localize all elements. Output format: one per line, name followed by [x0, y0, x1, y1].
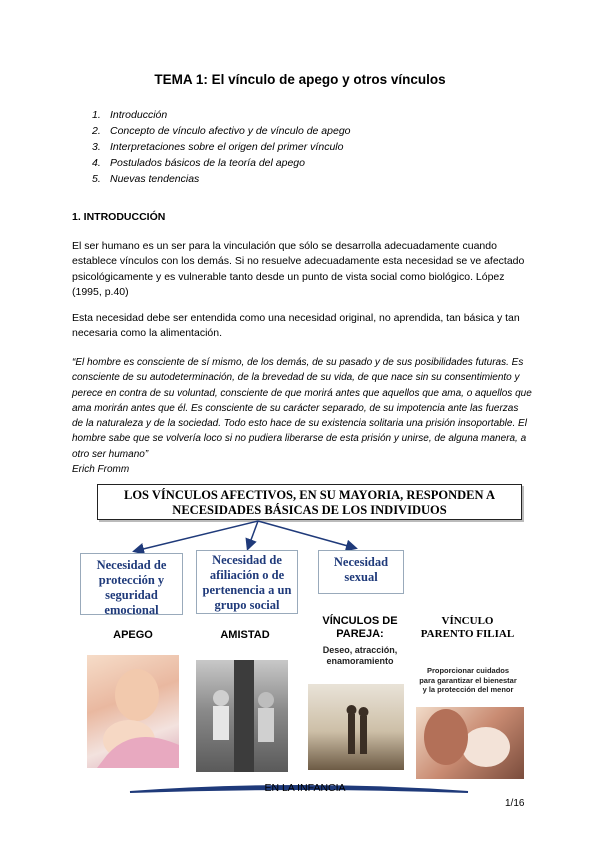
section-heading: 1. INTRODUCCIÓN — [72, 211, 166, 223]
paragraph-need: Esta necesidad debe ser entendida como una necesidad original, no aprendida, tan básica y tan necesaria como la alimentación. — [72, 312, 520, 340]
bond-amistad-label: AMISTAD — [220, 629, 270, 641]
page-title: TEMA 1: El vínculo de apego y otros vínculos — [154, 72, 446, 87]
toc-item: 2. Concepto de vínculo afectivo y de vínculo de apego — [92, 125, 351, 137]
need-sexual-box: Necesidad sexual — [318, 550, 404, 594]
bond-apego-label: APEGO — [113, 629, 153, 641]
arrow-to-affiliation — [248, 521, 258, 548]
parent-infant-photo — [416, 707, 524, 779]
banner-line-2: NECESIDADES BÁSICAS DE LOS INDIVIDUOS — [172, 503, 447, 517]
toc-item-text: Concepto de vínculo afectivo y de vínculo de apego — [110, 125, 351, 137]
toc-item-text: Nuevas tendencias — [110, 173, 200, 185]
bond-filial-label: VÍNCULO PARENTO FILIAL — [420, 615, 515, 640]
children-tree-photo — [196, 660, 288, 772]
quote-text: “El hombre es consciente de sí mismo, de los demás, de su pasado y de sus posibilidades futuras. Es consciente de su autodeterminación, de la brevedad de su vida, de que nace sin su consentimiento y perece en contra de su voluntad, consciente de que morirá antes que aquellos que ama, o aquellos que ama morirán antes que él. Es consciente de su carácter separado, de su impotencia ante las fuerzas de la naturaleza y de la sociedad. Todo esto hace de su existencia solitaria una prisión insoportable. El hombre sabe que se volvería loco si no pudiera liberarse de esta prisión y unirse, de alguna manera, a otro ser humano” — [72, 357, 532, 460]
toc-item: 1. Introducción — [92, 109, 168, 121]
need-affiliation-box: Necesidad de afiliación o de pertenencia a un grupo social — [196, 550, 298, 614]
toc-item: 3. Interpretaciones sobre el origen del primer vínculo — [92, 141, 344, 153]
bond-pareja-label: VÍNCULOS DE PAREJA: — [322, 615, 398, 640]
mother-baby-photo — [87, 655, 179, 768]
toc-item-text: Interpretaciones sobre el origen del primer vínculo — [110, 141, 344, 153]
toc-item: 5. Nuevas tendencias — [92, 173, 200, 185]
couple-beach-photo — [308, 684, 404, 770]
paragraph-intro: El ser humano es un ser para la vinculación que sólo se desarrolla adecuadamente cuando establece vínculos con los demás. Si no resuelve adecuadamente esta necesidad se ve afectado psicológicamente y es vulnerable tanto desde un punto de vista social como biológico. López (1995, p.40) — [72, 240, 525, 298]
toc-item-text: Introducción — [110, 109, 168, 121]
arrow-to-sexual — [258, 521, 355, 548]
infancia-label: EN LA INFANCIA — [264, 782, 346, 794]
couple-beach-illustration — [308, 684, 404, 770]
banner-line-1: LOS VÍNCULOS AFECTIVOS, EN SU MAYORIA, RESPONDEN A — [123, 488, 495, 502]
toc-item-text: Postulados básicos de la teoría del apego — [110, 157, 305, 169]
children-tree-illustration — [196, 660, 288, 772]
mother-baby-illustration — [87, 655, 179, 768]
arrow-to-protection — [135, 521, 258, 551]
quote-author: Erich Fromm — [72, 464, 130, 476]
parent-infant-illustration — [416, 707, 524, 779]
page-number: 1/16 — [505, 798, 525, 809]
toc-item: 4. Postulados básicos de la teoría del apego — [92, 157, 305, 169]
bond-pareja-subtitle: Deseo, atracción, enamoramiento — [322, 645, 398, 666]
bond-filial-subtitle: Proporcionar cuidados para garantizar el bienestar y la protección del menor — [419, 666, 517, 694]
need-protection-box: Necesidad de protección y seguridad emocional — [80, 553, 183, 615]
